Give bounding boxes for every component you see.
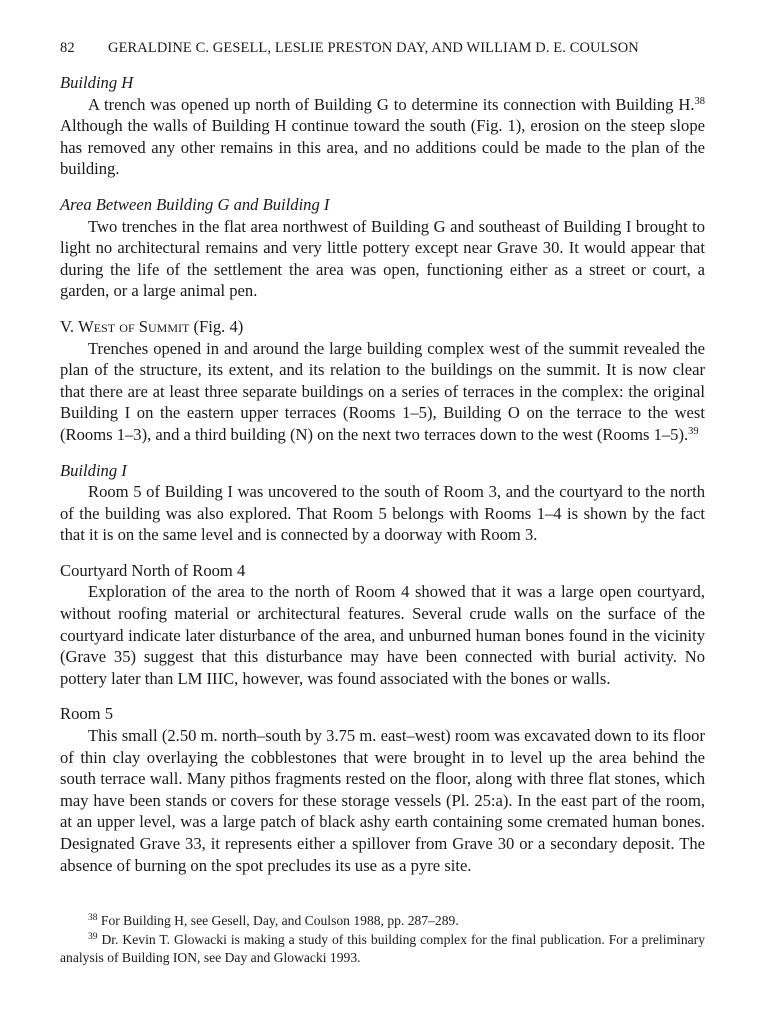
paragraph-building-h-text-2: Although the walls of Building H continue toward the south (Fig. 1), erosion on the steep slope has removed any other remains in this area, and no additions could be made to the plan of the building. xyxy=(60,116,705,179)
footnote-ref-38: 38 xyxy=(694,95,705,107)
footnotes xyxy=(60,912,705,968)
footnote-39-text: Dr. Kevin T. Glowacki is making a study of this building complex for the final publication. For a preliminary analysis of Building ION, see Day and Glowacki 1993. xyxy=(60,931,705,965)
paragraph-room-5: This small (2.50 m. north–south by 3.75 m. east–west) room was excavated down to its floor of thin clay overlaying the cobblestones that were brought in to level up the area behind the south terrace wall. Many pithos fragments rested on the floor, along with three flat stones, which may have been stands or covers for these storage vessels (Pl. 25:a). In the east part of the room, at an upper level, was a large patch of black ashy earth containing some cremated human bones. Designated Grave 33, it represents either a spillover from Grave 30 or a secondary deposit. The absence of burning on the spot precludes its use as a pyre site. xyxy=(60,726,705,875)
paragraph-west-of-summit xyxy=(60,338,705,446)
heading-building-h: Building H xyxy=(60,73,134,92)
heading-west-of-summit-prefix: V. xyxy=(60,316,79,336)
authors-line: GERALDINE C. GESELL, LESLIE PRESTON DAY, AND WILLIAM D. E. COULSON xyxy=(108,40,639,56)
heading-west-of-summit xyxy=(60,316,705,338)
heading-west-of-summit-suffix: (Fig. 4) xyxy=(189,316,244,336)
paragraph-building-i: Room 5 of Building I was uncovered to the south of Room 3, and the courtyard to the north of the building was also explored. That Room 5 belongs with Rooms 1–4 is shown by the fact that it is on the same level and is connected by a doorway with Room 3. xyxy=(60,482,705,545)
paragraph-building-h xyxy=(60,94,705,180)
paragraph-west-of-summit-text: Trenches opened in and around the large building complex west of the summit revealed the plan of the structure, its extent, and its relation to the buildings on the summit. It is now clear that there are at least three separate buildings on a series of terraces in the complex: the original Building I on the eastern upper terraces (Rooms 1–5), Building O on the terrace to the west (Rooms 1–3), and a third building (N) on the next two terraces down to the west (Rooms 1–5). xyxy=(60,338,705,444)
heading-area-between-g-and-i: Area Between Building G and Building I xyxy=(60,194,330,214)
heading-room-5: Room 5 xyxy=(60,704,114,724)
footnote-39-number: 39 xyxy=(88,931,98,942)
paragraph-building-h-text-1: A trench was opened up north of Building G to determine its connection with Building H. xyxy=(88,94,695,114)
footnote-38-number: 38 xyxy=(88,913,98,923)
footnote-38 xyxy=(60,912,705,931)
footnote-ref-39: 39 xyxy=(688,425,699,437)
running-head xyxy=(60,40,710,57)
footnote-39 xyxy=(60,931,705,968)
heading-courtyard-north-of-room-4: Courtyard North of Room 4 xyxy=(60,560,246,580)
footnote-38-text: For Building H, see Gesell, Day, and Coulson 1988, pp. 287–289. xyxy=(97,913,459,928)
paragraph-area-between-g-and-i: Two trenches in the flat area northwest of Building G and southeast of Building I brought to light no architectural remains and very little pottery except near Grave 30. It would appear that during the life of the settlement the area was open, functioning either as a street or court, a garden, or a large animal pen. xyxy=(60,216,705,301)
heading-building-i: Building I xyxy=(60,460,127,480)
heading-west-of-summit-title: West of Summit xyxy=(78,316,190,336)
article-body xyxy=(60,72,705,876)
paragraph-courtyard: Exploration of the area to the north of Room 4 showed that it was a large open courtyard, without roofing material or architectural features. Several crude walls on the surface of the courtyard indicate later disturbance of the area, and unburned human bones found in the vicinity (Grave 35) suggest that this disturbance may have been connected with burial activity. No pottery later than LM IIIC, however, was found associated with the bones or walls. xyxy=(60,582,705,688)
page-number: 82 xyxy=(60,40,75,56)
